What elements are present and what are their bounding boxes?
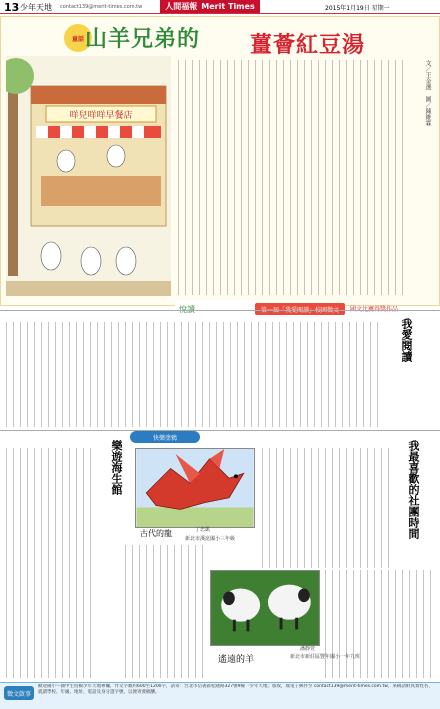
doodle-banner: 快樂塗鴉 <box>130 431 200 443</box>
logo-chinese: 人間福報 <box>165 2 198 11</box>
contact-url: contact139@merit-times.com.tw <box>60 4 143 10</box>
issue-date: 2015年1月19日 星期一 <box>325 5 390 12</box>
middle-essay-text <box>6 322 381 427</box>
essay-title-club: 我最喜歡的社團時間 <box>407 440 420 539</box>
dragon-caption: 古代的龍 <box>140 529 172 538</box>
banner-label: 第一屆「我愛閱讀」校園徵文 <box>260 307 340 314</box>
dragon-school: 新北市溪崑國小三年級 <box>185 536 236 542</box>
headline-part-2: 薑薈紅豆湯 <box>250 33 366 58</box>
sheep-drawing <box>210 570 320 646</box>
headline-part-1: 山羊兄弟的 <box>85 27 201 52</box>
page-number: 13 <box>4 1 20 14</box>
dragon-artist: 丁忠凱 <box>195 527 211 533</box>
right-essay-text-lower <box>325 570 435 678</box>
sheep-caption: 遙遠的羊 <box>218 655 255 665</box>
essay-title-reading: 我愛閱讀 <box>400 318 413 362</box>
center-essay-text <box>125 545 205 678</box>
shop-sign: 咩兒咩咩早餐店 <box>69 111 133 121</box>
newspaper-logo <box>160 0 260 13</box>
banner-sub: 國文比賽得獎作品 <box>350 306 399 313</box>
sheep-school: 新北市新莊區豐年國小一年九班 <box>290 654 361 660</box>
section-name: 少年天地 <box>20 3 52 12</box>
sheep-artist: 潘靜萱 <box>300 646 316 652</box>
dragon-drawing <box>135 448 255 528</box>
logo-english: Merit Times <box>201 2 255 11</box>
story-body-text <box>178 60 408 295</box>
svg-text:悅讀: 悅讀 <box>179 305 195 314</box>
story-author: 文／王金選 圖／陳維霖 <box>424 60 431 126</box>
story-badge: 童話 <box>64 24 92 52</box>
story-illustration <box>6 56 171 296</box>
essay-title-aquarium: 樂遊海生館 <box>110 440 123 495</box>
footer-notice: 歡迎國小～國中生投稿少年天地專欄，作文字數約600至1200字，請寄：台北市信義區松隆路327號9樓「少年天地」版收，或電子郵件至 contact139@merit-times.com.tw，來稿請附真實姓名、就讀學校、年級、地址、電話及身分證字號，以便寄發稿酬。 <box>38 684 433 695</box>
footer-tag: 徵文啟事 <box>4 686 34 700</box>
right-essay-text-upper <box>262 448 392 568</box>
left-essay-text <box>6 448 91 678</box>
